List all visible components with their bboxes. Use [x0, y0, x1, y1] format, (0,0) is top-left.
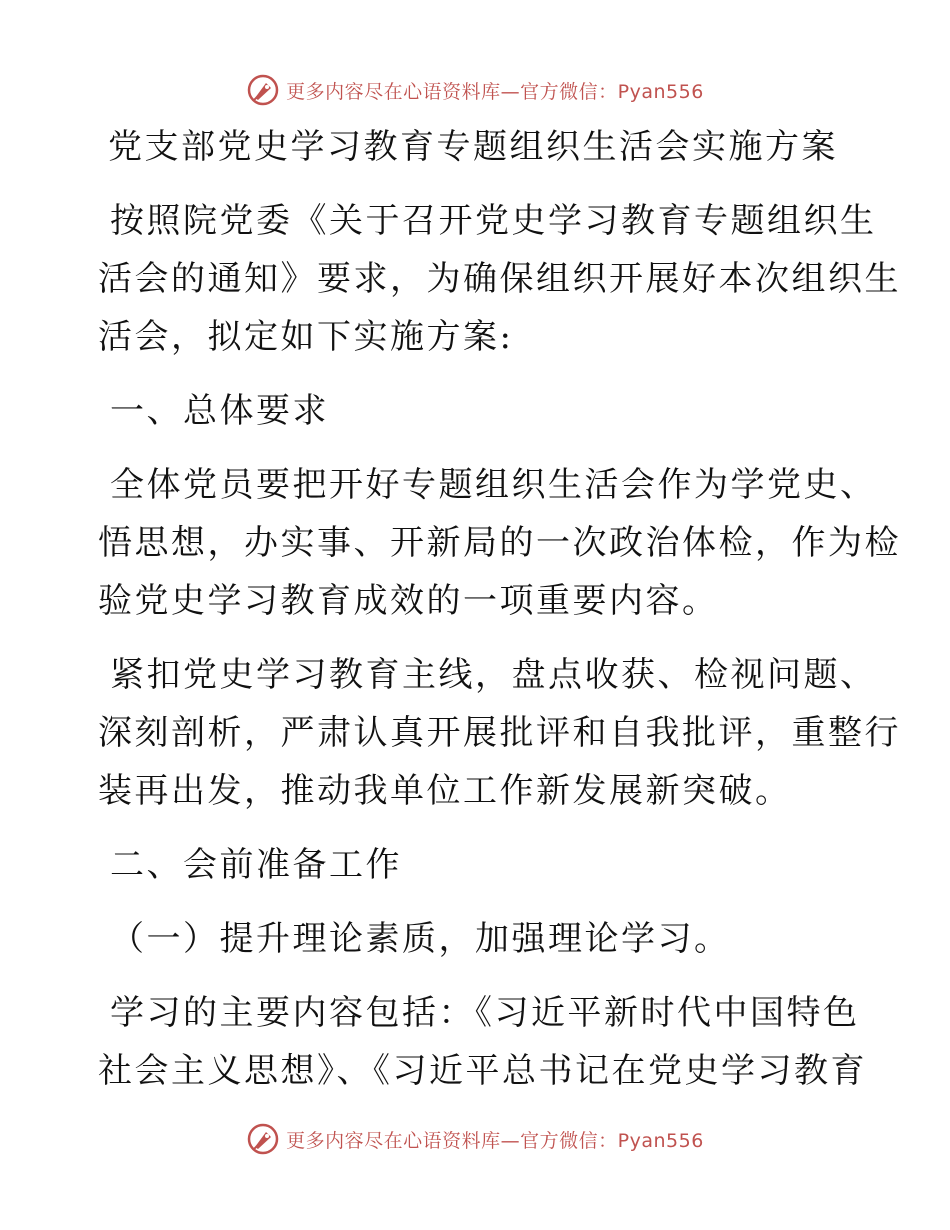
- text-line: 全体党员要把开好专题组织生活会作为学党史、: [110, 465, 877, 505]
- text-line: 紧扣党史学习教育主线，盘点收获、检视问题、: [110, 655, 877, 695]
- text-line: 社会主义思想》、《习近平总书记在党史学习教育: [98, 1051, 867, 1091]
- document-title: 党支部党史学习教育专题组织生活会实施方案: [108, 127, 838, 167]
- pen-nib-logo-icon: [246, 73, 280, 107]
- text-line: 装再出发，推动我单位工作新发展新突破。: [98, 771, 792, 811]
- text-line: 按照院党委《关于召开党史学习教育专题组织生: [110, 201, 877, 241]
- footer-watermark-banner: [0, 1117, 950, 1161]
- text-line: 验党史学习教育成效的一项重要内容。: [98, 581, 719, 621]
- paragraph-study-content: [98, 984, 867, 1100]
- header-watermark-text: 更多内容尽在心语资料库—官方微信：Pyan556: [286, 80, 704, 103]
- paragraph-intro: [98, 192, 901, 366]
- footer-watermark-text: 更多内容尽在心语资料库—官方微信：Pyan556: [286, 1129, 704, 1152]
- text-line: 活会的通知》要求，为确保组织开展好本次组织生: [98, 259, 901, 299]
- subsection-heading-theory-study: （一）提升理论素质，加强理论学习。: [110, 919, 731, 959]
- section-heading-general-requirements: 一、总体要求: [110, 391, 329, 431]
- text-line: 活会，拟定如下实施方案:: [98, 317, 514, 357]
- section-heading-preparation: 二、会前准备工作: [110, 845, 402, 885]
- text-line: 悟思想，办实事、开新局的一次政治体检，作为检: [98, 523, 901, 563]
- document-body: [98, 118, 901, 1100]
- pen-nib-logo-icon: [246, 1122, 280, 1156]
- text-line: 深刻剖析，严肃认真开展批评和自我批评，重整行: [98, 713, 901, 753]
- header-watermark-banner: [0, 68, 950, 112]
- paragraph-requirements-1: [98, 456, 901, 630]
- text-line: 学习的主要内容包括：《习近平新时代中国特色: [110, 993, 860, 1033]
- paragraph-requirements-2: [98, 646, 901, 820]
